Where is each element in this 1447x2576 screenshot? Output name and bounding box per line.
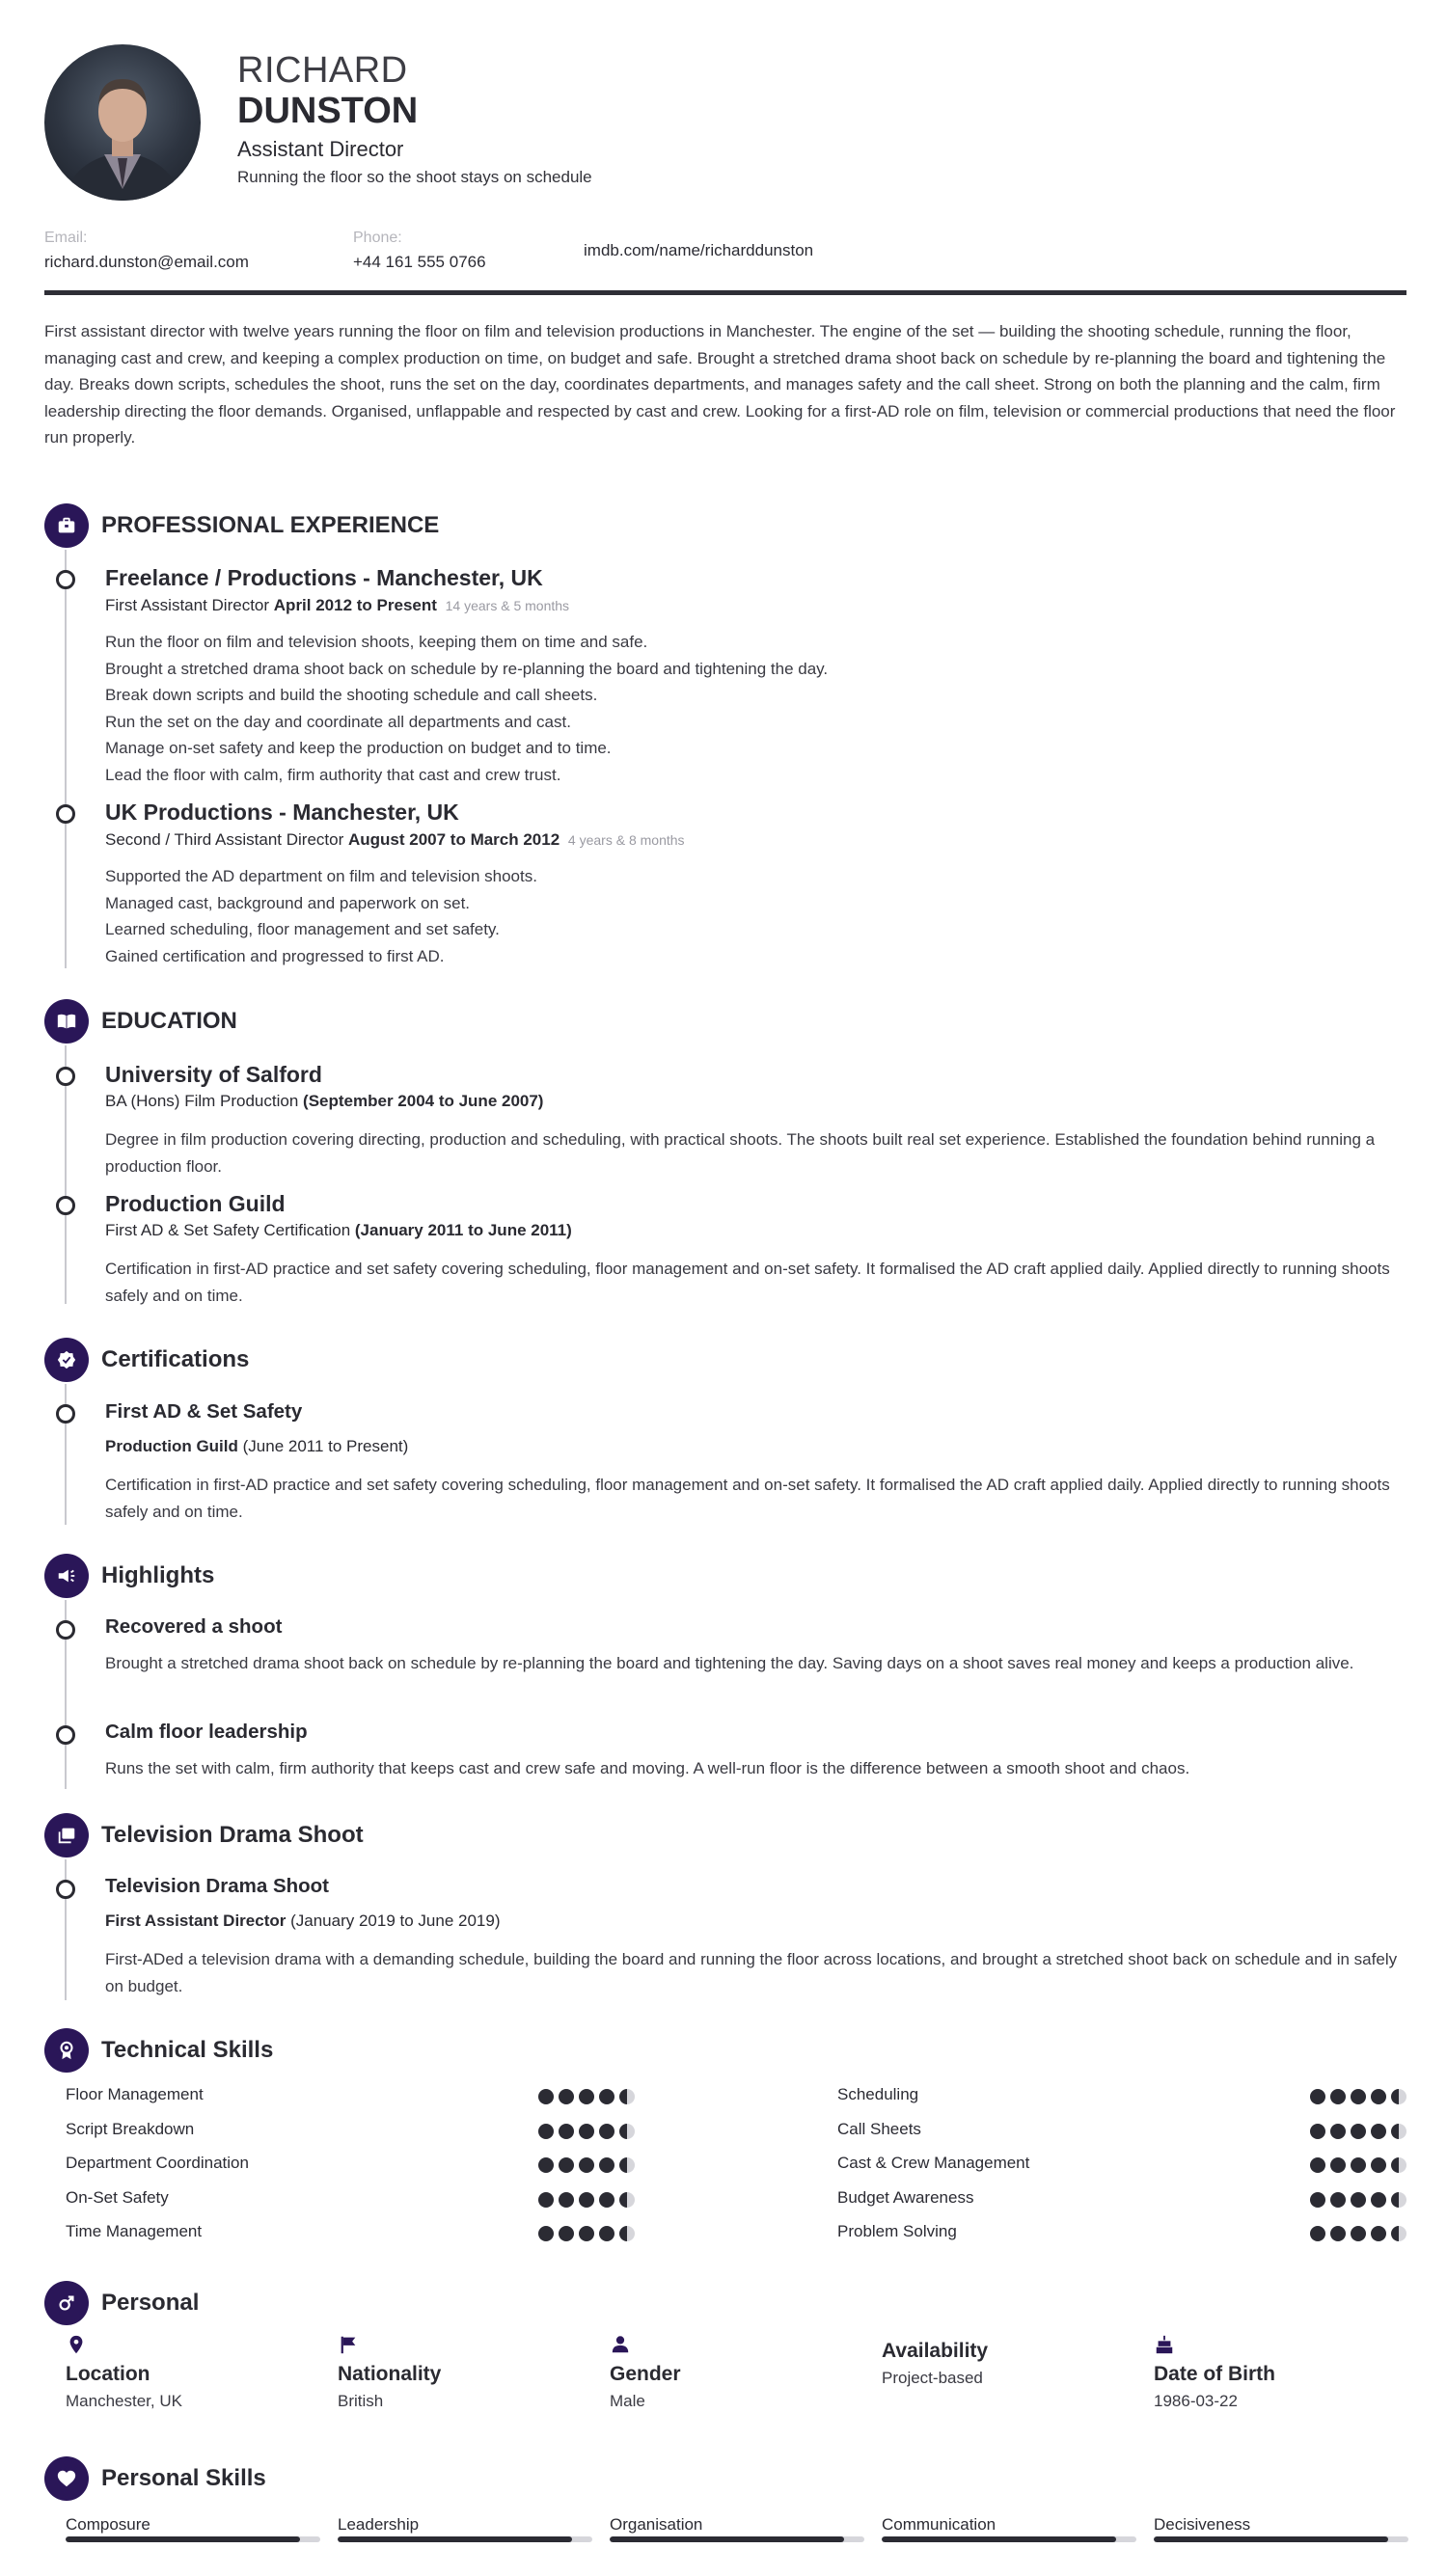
personal-skill [338, 2515, 592, 2542]
degree-description: Certification in first-AD practice and set safety covering scheduling, floor management and on-set safety. It formalised the AD craft applied daily. Applied directly to running shoots safely and on time. [105, 1260, 1390, 1305]
rating-dot [619, 2157, 635, 2173]
technical-skill-rating [538, 2226, 635, 2241]
rating-dot [538, 2124, 554, 2139]
degree-dates: (September 2004 to June 2007) [303, 1092, 544, 1110]
rating-dot [579, 2089, 594, 2104]
technical-skill-rating [538, 2192, 635, 2208]
personal-skill [1154, 2515, 1408, 2542]
technical-skill-name: Cast & Crew Management [837, 2154, 1030, 2172]
rating-dot [579, 2226, 594, 2241]
rating-dot [599, 2226, 614, 2241]
highlight-description: Brought a stretched drama shoot back on schedule by re-planning the board and tightening the day. Saving days on a shoot saves real money and keeps a production alive. [105, 1654, 1354, 1672]
job-duration: 14 years & 5 months [445, 598, 570, 613]
rating-dot [599, 2192, 614, 2208]
rating-dot [619, 2226, 635, 2241]
briefcase-icon [44, 503, 89, 548]
technical-skill-row [66, 2222, 635, 2245]
technical-skill-rating [1310, 2089, 1406, 2104]
technical-skill-name: Department Coordination [66, 2154, 249, 2172]
person-icon [610, 2334, 633, 2357]
section-title: EDUCATION [101, 1008, 237, 1034]
rating-dot [619, 2192, 635, 2208]
profile-photo [44, 44, 201, 201]
personal-skill [882, 2515, 1136, 2542]
section-title: Certifications [101, 1346, 250, 1372]
section-personal-skills-header [44, 2456, 266, 2501]
certification-name: First AD & Set Safety [105, 1400, 303, 1423]
rating-dot [1330, 2157, 1346, 2173]
job-bullet: Run the floor on film and television shoots, keeping them on time and safe. [105, 633, 648, 651]
technical-skill-rating [1310, 2124, 1406, 2139]
technical-skill-name: On-Set Safety [66, 2187, 169, 2207]
section-personal-header [44, 2281, 199, 2325]
rating-dot [1371, 2192, 1386, 2208]
tagline: Running the floor so the shoot stays on schedule [237, 168, 592, 186]
technical-skill-row [837, 2085, 1406, 2108]
job-bullet: Learned scheduling, floor management and set safety. [105, 920, 500, 938]
job-bullets [105, 629, 1406, 788]
degree-name: First AD & Set Safety Certification [105, 1221, 351, 1239]
timeline-dot [56, 1725, 75, 1745]
location-pin-icon [66, 2334, 89, 2357]
rating-dot [1330, 2226, 1346, 2241]
technical-skill-rating [1310, 2226, 1406, 2241]
personal-label: Gender [610, 2363, 681, 2385]
technical-skill-rating [538, 2089, 635, 2104]
technical-skill-name: Time Management [66, 2222, 203, 2240]
technical-skill-row [66, 2120, 635, 2143]
section-title: Highlights [101, 1562, 215, 1588]
certification-dates: (June 2011 to Present) [242, 1437, 409, 1455]
section-title: Technical Skills [101, 2037, 274, 2063]
heart-icon [44, 2456, 89, 2501]
project-dates: (January 2019 to June 2019) [290, 1912, 501, 1930]
rating-dot [1371, 2124, 1386, 2139]
project-role-dates [105, 1912, 500, 1931]
personal-skill-bar-fill [1154, 2536, 1388, 2542]
project-role: First Assistant Director [105, 1912, 287, 1930]
job-bullet: Lead the floor with calm, firm authority that cast and crew trust. [105, 765, 561, 784]
contact-website [584, 241, 813, 260]
rating-dot [1310, 2226, 1325, 2241]
personal-value: British [338, 2392, 384, 2410]
personal-date-of-birth [1154, 2334, 1405, 2411]
email-label: Email: [44, 230, 88, 246]
personal-skill-bar-fill [66, 2536, 300, 2542]
personal-skill-bar-fill [882, 2536, 1116, 2542]
certification-issuer-dates [105, 1437, 408, 1456]
personal-skill-name: Communication [882, 2515, 997, 2534]
school-name: Production Guild [105, 1191, 286, 1216]
technical-skill-row [837, 2154, 1406, 2177]
rating-dot [1310, 2124, 1325, 2139]
rating-dot [1351, 2157, 1366, 2173]
section-education-header [44, 999, 237, 1044]
header-divider [44, 290, 1406, 295]
personal-label: Nationality [338, 2363, 442, 2385]
personal-label: Date of Birth [1154, 2363, 1275, 2385]
technical-skill-row [66, 2085, 635, 2108]
rating-dot [559, 2226, 574, 2241]
gender-symbol-icon [44, 2281, 89, 2325]
job-title: Assistant Director [237, 137, 404, 161]
job-dates: August 2007 to March 2012 [347, 830, 560, 849]
rating-dot [559, 2192, 574, 2208]
section-certifications-header [44, 1338, 249, 1382]
rating-dot [1330, 2089, 1346, 2104]
personal-gender [610, 2334, 860, 2411]
personal-nationality [338, 2334, 588, 2411]
email-value[interactable]: richard.dunston@email.com [44, 253, 249, 271]
rating-dot [1351, 2192, 1366, 2208]
award-ribbon-icon [44, 2028, 89, 2073]
rating-dot [1330, 2192, 1346, 2208]
technical-skill-name: Floor Management [66, 2085, 204, 2103]
rating-dot [538, 2192, 554, 2208]
rating-dot [579, 2157, 594, 2173]
section-title: PROFESSIONAL EXPERIENCE [101, 512, 440, 538]
rating-dot [538, 2226, 554, 2241]
rating-dot [1371, 2157, 1386, 2173]
personal-skill-bar [338, 2536, 592, 2542]
job-bullet: Break down scripts and build the shooting schedule and call sheets. [105, 686, 598, 704]
rating-dot [538, 2089, 554, 2104]
rating-dot [1330, 2124, 1346, 2139]
personal-availability [882, 2340, 1133, 2388]
open-book-icon [44, 999, 89, 1044]
personal-skill [66, 2515, 320, 2542]
rating-dot [559, 2157, 574, 2173]
personal-value: Male [610, 2392, 645, 2410]
personal-skill-bar [882, 2536, 1136, 2542]
technical-skill-name: Scheduling [837, 2085, 919, 2103]
degree-dates [105, 1092, 543, 1111]
job-bullet: Supported the AD department on film and television shoots. [105, 867, 537, 885]
timeline-dot [56, 570, 75, 589]
rating-dot [1351, 2124, 1366, 2139]
technical-skill-name: Script Breakdown [66, 2119, 195, 2138]
rating-dot [599, 2124, 614, 2139]
verified-badge-icon [44, 1338, 89, 1382]
job-bullet: Gained certification and progressed to first AD. [105, 946, 445, 965]
technical-skill-rating [538, 2124, 635, 2139]
phone-label: Phone: [353, 230, 402, 246]
job-role-dates [105, 830, 685, 850]
personal-skill-bar [610, 2536, 864, 2542]
flag-icon [338, 2334, 361, 2357]
rating-dot [599, 2089, 614, 2104]
stacked-frames-icon [44, 1813, 89, 1857]
personal-skill-name: Decisiveness [1154, 2515, 1251, 2534]
job-company: Freelance / Productions - Manchester, UK [105, 565, 543, 590]
personal-value: 1986-03-22 [1154, 2392, 1238, 2410]
rating-dot [1351, 2226, 1366, 2241]
section-project-header [44, 1813, 364, 1857]
last-name: DUNSTON [237, 91, 419, 131]
degree-description: Degree in film production covering directing, production and scheduling, with practical shoots. The shoots built real set experience. Established the foundation behind running a production floor. [105, 1130, 1376, 1176]
personal-skill-bar [66, 2536, 320, 2542]
rating-dot [579, 2124, 594, 2139]
section-title: Personal Skills [101, 2465, 266, 2491]
section-experience-header [44, 503, 439, 548]
job-bullet: Brought a stretched drama shoot back on schedule by re-planning the board and tightening the day. [105, 659, 829, 678]
rating-dot [599, 2157, 614, 2173]
contact-email [44, 230, 249, 272]
personal-skill-bar [1154, 2536, 1408, 2542]
job-company: UK Productions - Manchester, UK [105, 800, 459, 825]
personal-location [66, 2334, 316, 2411]
rating-dot [1391, 2124, 1406, 2139]
job-role: Second / Third Assistant Director [105, 830, 344, 849]
personal-skill-name: Composure [66, 2515, 150, 2534]
personal-skill [610, 2515, 864, 2542]
timeline-dot [56, 1404, 75, 1424]
rating-dot [559, 2124, 574, 2139]
job-bullet: Managed cast, background and paperwork on set. [105, 893, 471, 912]
technical-skill-rating [1310, 2192, 1406, 2208]
rating-dot [619, 2089, 635, 2104]
school-name: University of Salford [105, 1062, 322, 1087]
degree-dates: (January 2011 to June 2011) [354, 1221, 572, 1239]
profile-summary: First assistant director with twelve years running the floor on film and television productions in Manchester. The engine of the set — building the shooting schedule, running the floor, managing cast and crew, and keeping a complex production on time, on budget and safe. Brought a stretched drama shoot back on schedule by re-planning the board and tightening the day. Breaks down scripts, schedules the shoot, runs the set on the day, coordinates departments, and manages safety and the call sheet. Strong on both the planning and the calm, firm leadership directing the floor demands. Organised, unflappable and respected by cast and crew. Looking for a first-AD role on film, television or commercial productions that need the floor run properly. [44, 322, 1396, 447]
personal-value: Project-based [882, 2369, 983, 2387]
personal-label: Location [66, 2363, 150, 2385]
technical-skill-name: Problem Solving [837, 2222, 957, 2240]
timeline-dot [56, 1620, 75, 1640]
rating-dot [1371, 2089, 1386, 2104]
highlight-description: Runs the set with calm, firm authority that keeps cast and crew safe and moving. A well-run floor is the difference between a smooth shoot and chaos. [105, 1759, 1190, 1777]
degree-dates [105, 1221, 572, 1240]
timeline-dot [56, 1196, 75, 1215]
personal-label: Availability [882, 2340, 989, 2362]
rating-dot [1391, 2089, 1406, 2104]
rating-dot [1310, 2089, 1325, 2104]
highlight-name: Recovered a shoot [105, 1615, 283, 1638]
technical-skill-row [66, 2154, 635, 2177]
rating-dot [1391, 2157, 1406, 2173]
technical-skill-row [837, 2188, 1406, 2211]
rating-dot [1391, 2192, 1406, 2208]
phone-value[interactable]: +44 161 555 0766 [353, 253, 486, 271]
technical-skill-row [66, 2188, 635, 2211]
technical-skill-name: Budget Awareness [837, 2187, 974, 2207]
personal-value: Manchester, UK [66, 2392, 182, 2410]
personal-skill-bar-fill [338, 2536, 572, 2542]
job-dates: April 2012 to Present [273, 596, 437, 614]
megaphone-icon [44, 1554, 89, 1598]
technical-skill-name: Call Sheets [837, 2119, 921, 2138]
job-role-dates [105, 596, 569, 615]
project-description: First-ADed a television drama with a demanding schedule, building the board and running the floor across locations, and brought a stretched shoot back on schedule and in safely on budget. [105, 1950, 1398, 1995]
first-name: RICHARD [237, 50, 408, 91]
job-duration: 4 years & 8 months [567, 832, 685, 848]
highlight-name: Calm floor leadership [105, 1721, 308, 1743]
job-bullet: Manage on-set safety and keep the production on budget and to time. [105, 739, 612, 757]
rating-dot [1310, 2157, 1325, 2173]
profile-photo-illustration [44, 44, 201, 201]
birthday-cake-icon [1154, 2334, 1177, 2357]
certification-issuer: Production Guild [105, 1437, 238, 1455]
technical-skill-row [837, 2120, 1406, 2143]
personal-skill-name: Leadership [338, 2515, 420, 2534]
rating-dot [1310, 2192, 1325, 2208]
website-link[interactable]: imdb.com/name/richarddunston [584, 241, 814, 259]
section-title: Television Drama Shoot [101, 1822, 364, 1848]
rating-dot [1371, 2226, 1386, 2241]
project-name: Television Drama Shoot [105, 1875, 330, 1897]
timeline-dot [56, 1880, 75, 1899]
job-bullets [105, 863, 1406, 969]
rating-dot [579, 2192, 594, 2208]
rating-dot [1391, 2226, 1406, 2241]
technical-skill-rating [1310, 2157, 1406, 2173]
personal-skill-bar-fill [610, 2536, 844, 2542]
rating-dot [1351, 2089, 1366, 2104]
personal-skill-name: Organisation [610, 2515, 703, 2534]
rating-dot [619, 2124, 635, 2139]
rating-dot [559, 2089, 574, 2104]
technical-skill-row [837, 2222, 1406, 2245]
section-title: Personal [101, 2290, 200, 2316]
job-bullet: Run the set on the day and coordinate all departments and cast. [105, 712, 571, 731]
timeline-line [65, 550, 67, 968]
section-highlights-header [44, 1554, 214, 1598]
section-technical-skills-header [44, 2028, 273, 2073]
contact-phone [353, 230, 486, 272]
timeline-dot [56, 804, 75, 824]
certification-description: Certification in first-AD practice and set safety covering scheduling, floor management and on-set safety. It formalised the AD craft applied daily. Applied directly to running shoots safely and on time. [105, 1476, 1390, 1521]
job-role: First Assistant Director [105, 596, 270, 614]
technical-skill-rating [538, 2157, 635, 2173]
rating-dot [538, 2157, 554, 2173]
timeline-dot [56, 1067, 75, 1086]
degree-name: BA (Hons) Film Production [105, 1092, 299, 1110]
